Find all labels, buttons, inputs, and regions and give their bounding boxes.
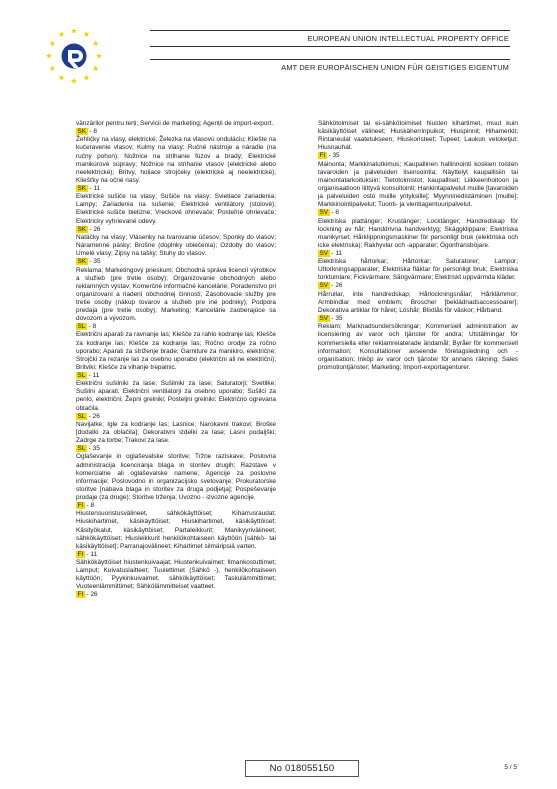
language-class-line: SL - 26	[77, 412, 100, 420]
language-class-line: SV - 11	[319, 249, 343, 257]
language-class-line: SK - 35	[77, 258, 101, 266]
class-entry	[76, 413, 276, 446]
nice-class-number: 26	[92, 412, 100, 420]
page-number: 5 / 5	[504, 764, 517, 771]
language-code: SL	[77, 371, 86, 379]
euipo-logo	[40, 22, 108, 86]
nice-class-number: 26	[90, 591, 98, 599]
nice-class-number: 8	[93, 128, 97, 136]
nice-class-number: 8	[335, 209, 339, 217]
nice-class-number: 35	[93, 258, 101, 266]
goods-services-text: Elektrické sušiče na vlasy; Sušiče na vlasy; Svietiace zariadenia; Lampy; Zariadenia na sušenie; Elektrické ventilátory (stolové); Elektrické sušiče bielizne; Vreckové ohrievače; Posteľné ohrievače; Elektricky vyhrievané odevy.	[76, 193, 276, 225]
class-entry	[318, 250, 518, 283]
language-code: FI	[77, 550, 84, 558]
language-code: SK	[77, 258, 87, 266]
nice-class-number: 35	[332, 152, 340, 160]
class-entry	[76, 185, 276, 226]
class-entry	[318, 282, 518, 315]
language-class-line: FI - 8	[77, 502, 95, 510]
nice-class-number: 35	[92, 445, 100, 453]
class-entry	[76, 120, 276, 128]
language-class-line: SV - 8	[319, 209, 339, 217]
class-entry	[76, 323, 276, 372]
class-entry	[318, 209, 518, 250]
header-rule-top	[150, 30, 510, 31]
language-code: SL	[77, 445, 86, 453]
logo-star-icon	[58, 74, 64, 80]
language-class-line: FI - 11	[77, 550, 98, 558]
goods-services-text: Navijalke; Igle za kodranje las; Lasnice; Narokavni trakovi; Broške [dodatki za oblačila]; Dekorativni izdelki za lase; Lasni podaljški; Zadrge za torbe; Trakovi za lase.	[76, 420, 276, 445]
goods-services-text: Oglaševanje in oglaševalske storitve; Tržne raziskave; Poslovna administracija licenciranja blaga in storitev drugih; Razstave v komercialne ali oglaševalske namene; Agencije za poslovne informacije; Poslovodno in organizacijsko svetovanje; Prokuratorske storitve [nabava blaga in storitev za druga podjetja]; Pospeševanje prodaje (za druge); Storitve trženja; Uvozno - izvozne agencije.	[76, 453, 276, 501]
goods-services-text: Žehličky na vlasy, elektrické; Železka na vlasovú onduláciu; Kliešte na kučeravenie vlasov; Kulmy na vlasy; Ručné nástroje a náradie (na ručný pohon); Nožnice na strihanie fúzov a brady; Elektrické manikúrové súpravy; Nožnice na strihanie vlasov (elektrické alebo neelektrické); Britvy, holiace strojčeky (elektrické aj neelektrické); Kliešťky na očné riasy.	[76, 136, 276, 184]
class-entry	[76, 502, 276, 551]
goods-services-text: Elektriska plattänger; Krustänger; Locktänger; Handredskap för lockning av hår; Handdrivna handverktyg; Skäggklippare; Elektriska manikyrset; Hårklippningsmaskiner för personligt bruk (elektriska och icke elektriska); Rakhyvlar och -apparater; Ögonfransböjare.	[318, 217, 518, 249]
logo-star-icon	[93, 40, 99, 46]
language-class-line: SV - 35	[319, 315, 343, 323]
class-entry	[76, 258, 276, 323]
language-code: SL	[77, 323, 86, 331]
logo-star-icon	[83, 31, 89, 37]
goods-services-text: vänzärilor pentru terți; Servicii de marketing; Agenții de import-export.	[76, 120, 274, 127]
logo-star-icon	[83, 74, 89, 80]
nice-class-number: 11	[90, 550, 98, 558]
header-rule-middle	[150, 46, 510, 47]
office-name-en: EUROPEAN UNION INTELLECTUAL PROPERTY OFFICE	[307, 34, 509, 43]
goods-services-text: Reklam; Marknadsundersökningar; Kommersiell administration av licensiering av varor och tjänster för andra; Utställningar för kommersiella eller reklamrelaterade ändamål; Byråer för kommersiell information; Konsultationer avseende företagsledning och -organisation; Inköp av varor och tjänster för annans räkning; Sales promotiontjänster; Marketing; Import-exportagenturer.	[318, 323, 518, 371]
nice-class-number: 26	[335, 282, 343, 290]
language-code: SV	[319, 209, 329, 217]
left-column	[76, 120, 276, 600]
nice-class-number: 11	[92, 371, 100, 379]
goods-services-text: Električni sušilniki za lase; Sušilniki za lase; Saturatorji; Svetilke; Sušilni aparati; Električni ventilatorji za osebno uporabo; Sušilci za perilo, električni; Žepni grelniki; Posteljni grelniki; Električno ogrevana oblačila.	[76, 380, 276, 412]
class-entry	[318, 120, 518, 152]
language-class-line: FI - 26	[77, 591, 98, 599]
language-code: SV	[319, 249, 329, 257]
language-code: SK	[77, 184, 87, 192]
language-code: SK	[77, 225, 87, 233]
language-code: SK	[77, 128, 87, 136]
nice-class-number: 8	[92, 323, 97, 331]
goods-services-text: Elektriska hårtorkar; Hårtorkar; Saturatorer; Lampor; Uttorkningsapparater; Elektriska fläktar för personligt bruk; Elektriska torktumlare; Fickvärmare; Sängvärmare; Elektriskt uppvärmda kläder.	[318, 258, 518, 282]
language-code: FI	[77, 502, 84, 510]
goods-services-text: Reklama; Marketingový prieskum; Obchodná správa licencií výrobkov a služieb (pre tretie osoby); Organizovanie obchodných alebo reklamných výstav; Komerčné informačné kancelárie; Poradenstvo pri organizovaní a riadení obchodnej činnosti; Zásobovacie služby pre tretie osoby (nákup tovarov a služieb pre iné podniky); Podpora predaja (pre tretie osoby); Marketing; Kancelárie zaoberajúce sa dovozom a vývozom.	[76, 266, 276, 323]
language-code: FI	[319, 152, 326, 160]
goods-services-text: Natáčky na vlasy; Vlásenky na tvarovanie účesov; Sponky do vlasov; Náramenné pásky; Brošne (doplnky oblečenia); Ozdoby do vlasov; Umelé vlasy; Zipsy na tašky; Stuhy do vlasov.	[76, 233, 276, 258]
language-class-line: SV - 26	[319, 282, 343, 290]
language-class-line: SK - 26	[77, 225, 101, 233]
goods-services-text: Sähkötoimiset tai ei-sähkötoimiset hiusten kihartimet, muut kuin käsikäyttöiset välineet; Hiuskäherrinpuikot; Hiuspinnit; Hihamerkit; Rintaneulat vaatetukseen; Hiuskoristeet; Tupeet; Laukun vetoketjut; Hiusnauhat.	[318, 120, 518, 152]
language-class-line: SK - 8	[77, 128, 97, 136]
language-class-line: SK - 11	[77, 184, 101, 192]
logo-star-icon	[96, 53, 102, 59]
class-entry	[76, 226, 276, 259]
logo-star-icon	[71, 78, 77, 84]
goods-services-text: Električni aparati za ravnanje las; Klešče za rahlo kodranje las; Klešče za kodranje las; Klešče za kodranje las; Ročno orodje za ročno uporabo; Aparati za striženje brade; Garniture za manikiro, električne; Strojčki za rezanje las za osebno uporabo (električni ali ne električni); Britviki; Klešče za vihanje trepalnic.	[76, 331, 276, 371]
nice-class-number: 26	[93, 225, 101, 233]
nice-class-number: 8	[90, 502, 95, 510]
language-class-line: SL - 35	[77, 445, 100, 453]
class-entry	[76, 551, 276, 592]
class-entry	[318, 315, 518, 372]
language-code: FI	[77, 591, 84, 599]
class-entry	[76, 128, 276, 185]
language-code: SV	[319, 315, 329, 323]
right-column	[318, 120, 518, 372]
nice-class-number: 11	[335, 249, 343, 257]
class-entry	[76, 591, 276, 599]
goods-services-text: Mainonta; Markkinatutkimus; Kaupallinen hallinnointi koskien toisten tavaroiden ja palveluiden lisensointia; Näyttelyt kaupallisiin tai mainontatarkoituksiin; Tietotoimistot, kaupalliset; Liikkeenhoitoon ja organisaatioon liittyvä konsultointi; Hankintapalvelut muille [tavaroiden ja palveluiden osto muille yrityksille]; Myynninedistäminen [muille]; Markkinointipalvelut; Tuonti- ja vientiagentuuripalvelut.	[318, 160, 518, 209]
language-code: SL	[77, 412, 86, 420]
goods-services-text: Hiustensuoristusvälineet, sähkökäyttöiset; Kiharrusraudat; Hiuskihartimet, käsikäyttöiset; Hiuskihartimet, käsikäyttöiset; Käsityökalut, käsikäyttöiset; Partaleikkurit; Manikyyrivälineet, sähkökäyttöiset; Hiusleikkurit henkilökohtaiseen käyttöön [sähkö- tai käsikäyttöiset]; Parranajovälineet; Kihartimet silmäripsiä varten.	[76, 510, 276, 550]
class-entry	[76, 372, 276, 413]
header-rule-lower	[150, 59, 510, 60]
logo-star-icon	[49, 40, 55, 46]
logo-star-icon	[71, 28, 77, 34]
office-name-de: AMT DER EUROPÄISCHEN UNION FÜR GEISTIGES EIGENTUM	[281, 63, 509, 72]
language-class-line: SL - 8	[77, 323, 97, 331]
goods-services-text: Hårrullar, inte handredskap; Hårlockningsnålar; Hårklämmor; Armbindlar med emblem; Broscher [beklädnadsaccessoarer]; Dekorativa artiklar för håret; Löshår; Blixtlås för väskor; Hårband.	[318, 290, 518, 314]
class-entry	[76, 445, 276, 502]
document-number: No 018055150	[245, 760, 359, 777]
logo-star-icon	[58, 31, 64, 37]
logo-star-icon	[46, 53, 52, 59]
goods-services-text: Sähkökäyttöiset hiustenkuivaajat; Hiustenkuivaimet; Ilmankostuttimet; Lamput; Kuivatuslaitteet; Tuulettimet (Sähkö -), henkilökohtaiseen käyttöön; Pyykinkuivaimet, sähkökäyttöiset; Taskulämmittimet; Vuoteenlämmittimet; Sähkölämmitteiset vaatteet.	[76, 559, 276, 591]
language-code: SV	[319, 282, 329, 290]
class-entry	[318, 152, 518, 209]
language-class-line: SL - 11	[77, 371, 100, 379]
nice-class-number: 35	[335, 315, 343, 323]
logo-star-icon	[93, 65, 99, 71]
logo-star-icon	[49, 65, 55, 71]
language-class-line: FI - 35	[319, 152, 340, 160]
nice-class-number: 11	[93, 184, 101, 192]
